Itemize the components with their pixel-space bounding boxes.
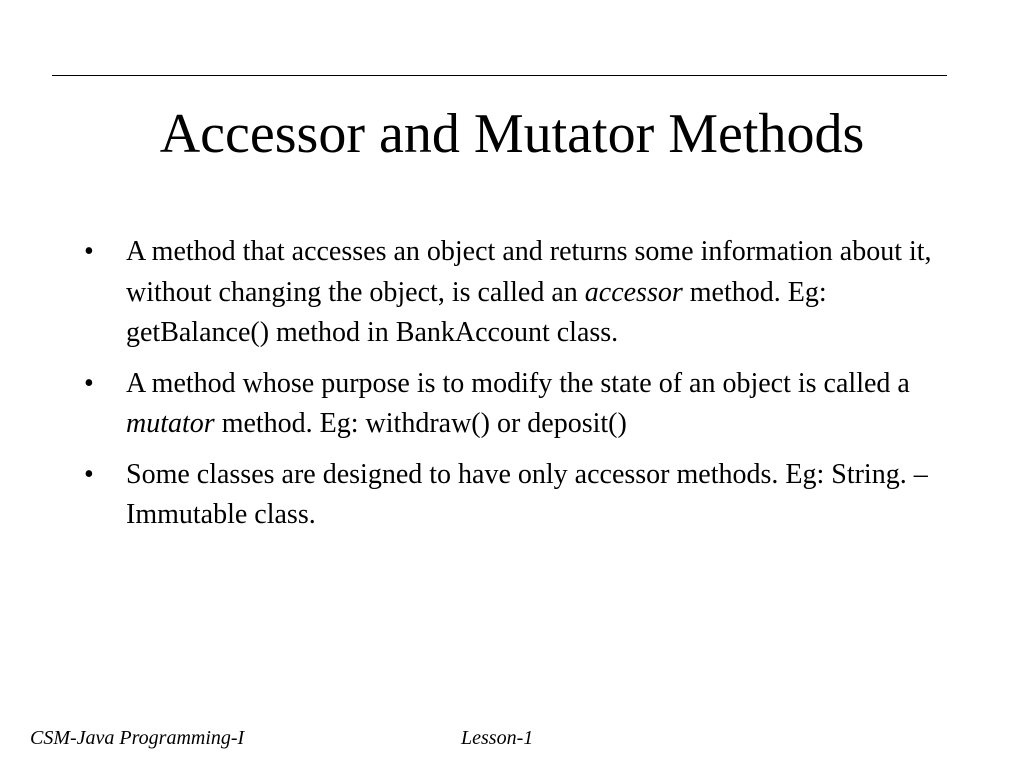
- slide-title: Accessor and Mutator Methods: [159, 103, 865, 165]
- bullet-item-accessor: [84, 232, 964, 354]
- bullet-text-mutator: [126, 368, 910, 440]
- bullet-item-mutator: [84, 364, 964, 445]
- bullet-item-immutable: [84, 455, 964, 536]
- bullet-text-accessor: [126, 236, 932, 348]
- footer-lesson: Lesson-1: [461, 727, 534, 749]
- bullet-icon: •: [84, 458, 94, 490]
- term-accessor: accessor: [584, 276, 683, 308]
- bullet-text-immutable: Some classes are designed to have only accessor methods. Eg: String. – Immutable class.: [126, 458, 928, 530]
- bullet-text-part: method. Eg: withdraw() or deposit(): [214, 408, 627, 439]
- top-divider: [52, 75, 947, 76]
- bullet-text-part: A method whose purpose is to modify the state of an object is called a: [126, 367, 910, 399]
- bullet-text-part: method. Eg: getBalance() method in BankAccount class.: [126, 276, 827, 348]
- bullet-icon: •: [84, 367, 94, 399]
- bullet-icon: •: [84, 236, 94, 267]
- bullet-text-part: A method that accesses an object and returns some information about it, without changing the object, is called an: [126, 236, 932, 308]
- bullet-list: [84, 232, 964, 546]
- term-mutator: mutator: [126, 408, 215, 439]
- footer-course-name: CSM-Java Programming-I: [30, 727, 245, 749]
